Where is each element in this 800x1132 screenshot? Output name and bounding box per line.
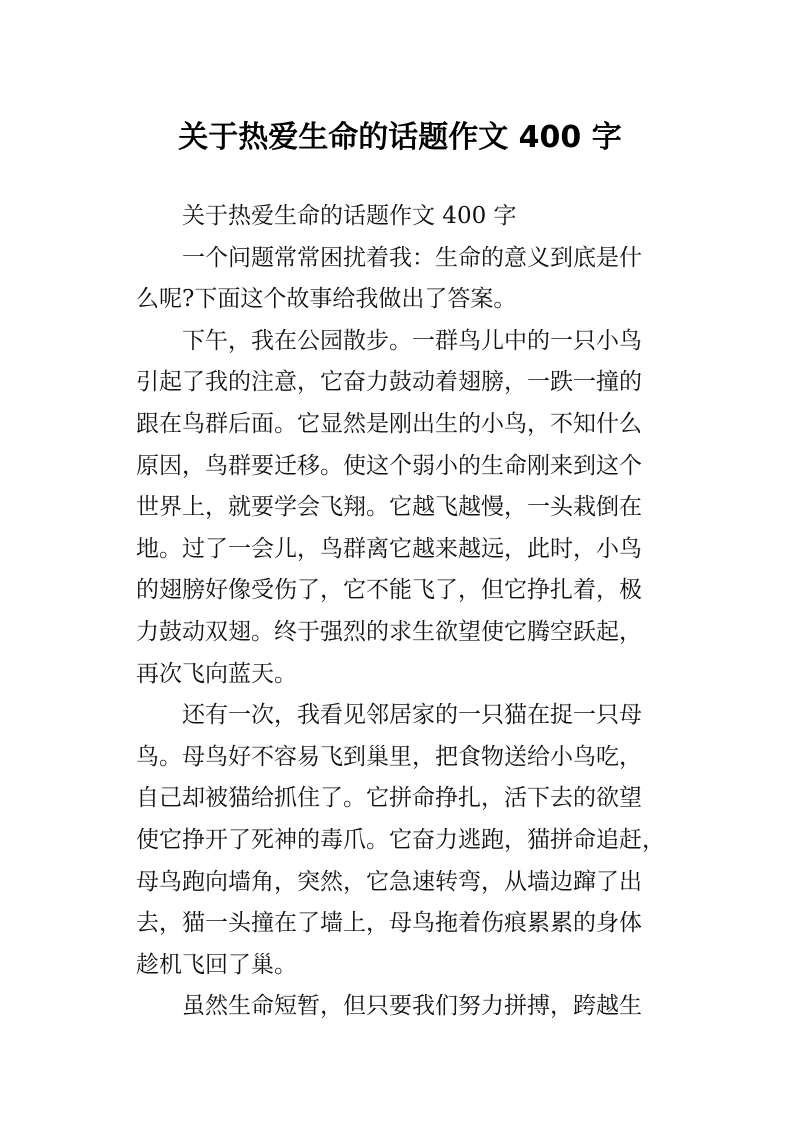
text-line: 地。过了一会儿，鸟群离它越来越远，此时，小鸟 — [136, 535, 642, 562]
text-line: 使它挣开了死神的毒爪。它奋力逃跑，猫拼命追赶， — [136, 826, 665, 853]
text-line: 母鸟跑向墙角，突然，它急速转弯，从墙边蹿了出 — [136, 868, 642, 895]
text-line: 关于热爱生命的话题作文 400 字 — [182, 203, 517, 229]
text-line: 下午，我在公园散步。一群鸟儿中的一只小鸟 — [182, 327, 642, 354]
text-line: 还有一次，我看见邻居家的一只猫在捉一只母 — [182, 702, 642, 729]
text-line: 原因，鸟群要迁移。使这个弱小的生命刚来到这个 — [136, 452, 642, 479]
document-title: 关于热爱生命的话题作文 400 字 — [178, 120, 622, 156]
text-line: 力鼓动双翅。终于强烈的求生欲望使它腾空跃起， — [136, 618, 642, 645]
text-line: 去，猫一头撞在了墙上，母鸟拖着伤痕累累的身体 — [136, 910, 642, 937]
text-line: 引起了我的注意，它奋力鼓动着翅膀，一跌一撞的 — [136, 369, 642, 396]
document-body — [136, 196, 676, 1028]
text-line: 的翅膀好像受伤了，它不能飞了，但它挣扎着，极 — [136, 577, 642, 604]
text-line: 跟在鸟群后面。它显然是刚出生的小鸟，不知什么 — [136, 410, 642, 437]
text-line: 再次飞向蓝天。 — [136, 660, 297, 687]
text-line: 世界上，就要学会飞翔。它越飞越慢，一头栽倒在 — [136, 494, 642, 521]
text-line: 一个问题常常困扰着我：生命的意义到底是什 — [182, 244, 642, 271]
text-line: 鸟。母鸟好不容易飞到巢里，把食物送给小鸟吃， — [136, 743, 642, 770]
text-line: 么呢?下面这个故事给我做出了答案。 — [136, 286, 517, 313]
text-line: 自己却被猫给抓住了。它拼命挣扎，活下去的欲望 — [136, 785, 642, 812]
text-line: 趁机飞回了巢。 — [136, 951, 297, 978]
text-line: 虽然生命短暂，但只要我们努力拼搏，跨越生 — [182, 993, 642, 1020]
